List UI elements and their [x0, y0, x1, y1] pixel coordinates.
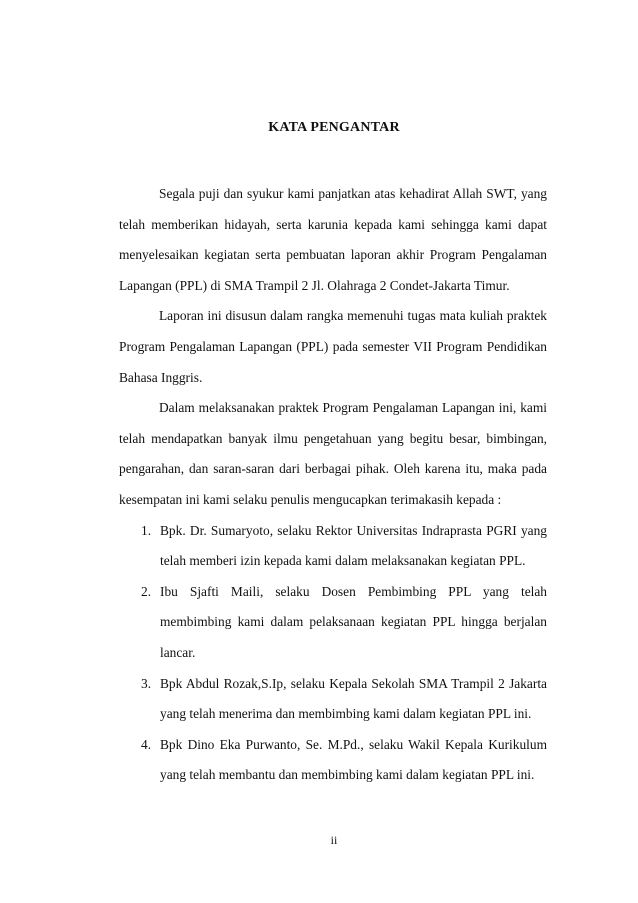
paragraph-2: Laporan ini disusun dalam rangka memenuhi tugas mata kuliah praktek Program Pengalaman Lapangan (PPL) pada semester VII Program Pendidikan Bahasa Inggris. — [119, 308, 547, 385]
list-item-text: Bpk Abdul Rozak,S.Ip, selaku Kepala Sekolah SMA Trampil 2 Jakarta yang telah menerima dan membimbing kami dalam kegiatan PPL ini. — [160, 675, 547, 722]
list-item — [119, 669, 547, 730]
acknowledgement-list — [119, 516, 547, 791]
list-item-number: 1. — [141, 522, 152, 538]
page-number: ii — [330, 833, 338, 847]
list-item-text: Bpk. Dr. Sumaryoto, selaku Rektor Universitas Indraprasta PGRI yang telah memberi izin kepada kami dalam melaksanakan kegiatan PPL. — [160, 522, 547, 569]
list-item — [119, 577, 547, 669]
paragraph-3: Dalam melaksanakan praktek Program Pengalaman Lapangan ini, kami telah mendapatkan banyak ilmu pengetahuan yang begitu besar, bimbingan, pengarahan, dan saran-saran dari berbagai pihak. Oleh karena itu, maka pada kesempatan ini kami selaku penulis mengucapkan terimakasih kepada : — [119, 400, 547, 507]
list-item-number: 3. — [141, 675, 152, 691]
paragraph-1: Segala puji dan syukur kami panjatkan atas kehadirat Allah SWT, yang telah memberikan hidayah, serta karunia kepada kami sehingga kami dapat menyelesaikan kegiatan serta pembuatan laporan akhir Program Pengalaman Lapangan (PPL) di SMA Trampil 2 Jl. Olahraga 2 Condet-Jakarta Timur. — [119, 186, 547, 293]
list-item-text: Bpk Dino Eka Purwanto, Se. M.Pd., selaku Wakil Kepala Kurikulum yang telah membantu dan membimbing kami dalam kegiatan PPL ini. — [160, 736, 547, 783]
list-item — [119, 516, 547, 577]
list-item-number: 4. — [141, 736, 152, 752]
list-item — [119, 730, 547, 791]
page-title: KATA PENGANTAR — [268, 120, 400, 135]
body-text — [119, 179, 547, 791]
list-item-text: Ibu Sjafti Maili, selaku Dosen Pembimbing PPL yang telah membimbing kami dalam pelaksanaan kegiatan PPL hingga berjalan lancar. — [160, 583, 547, 660]
list-item-number: 2. — [141, 583, 152, 599]
